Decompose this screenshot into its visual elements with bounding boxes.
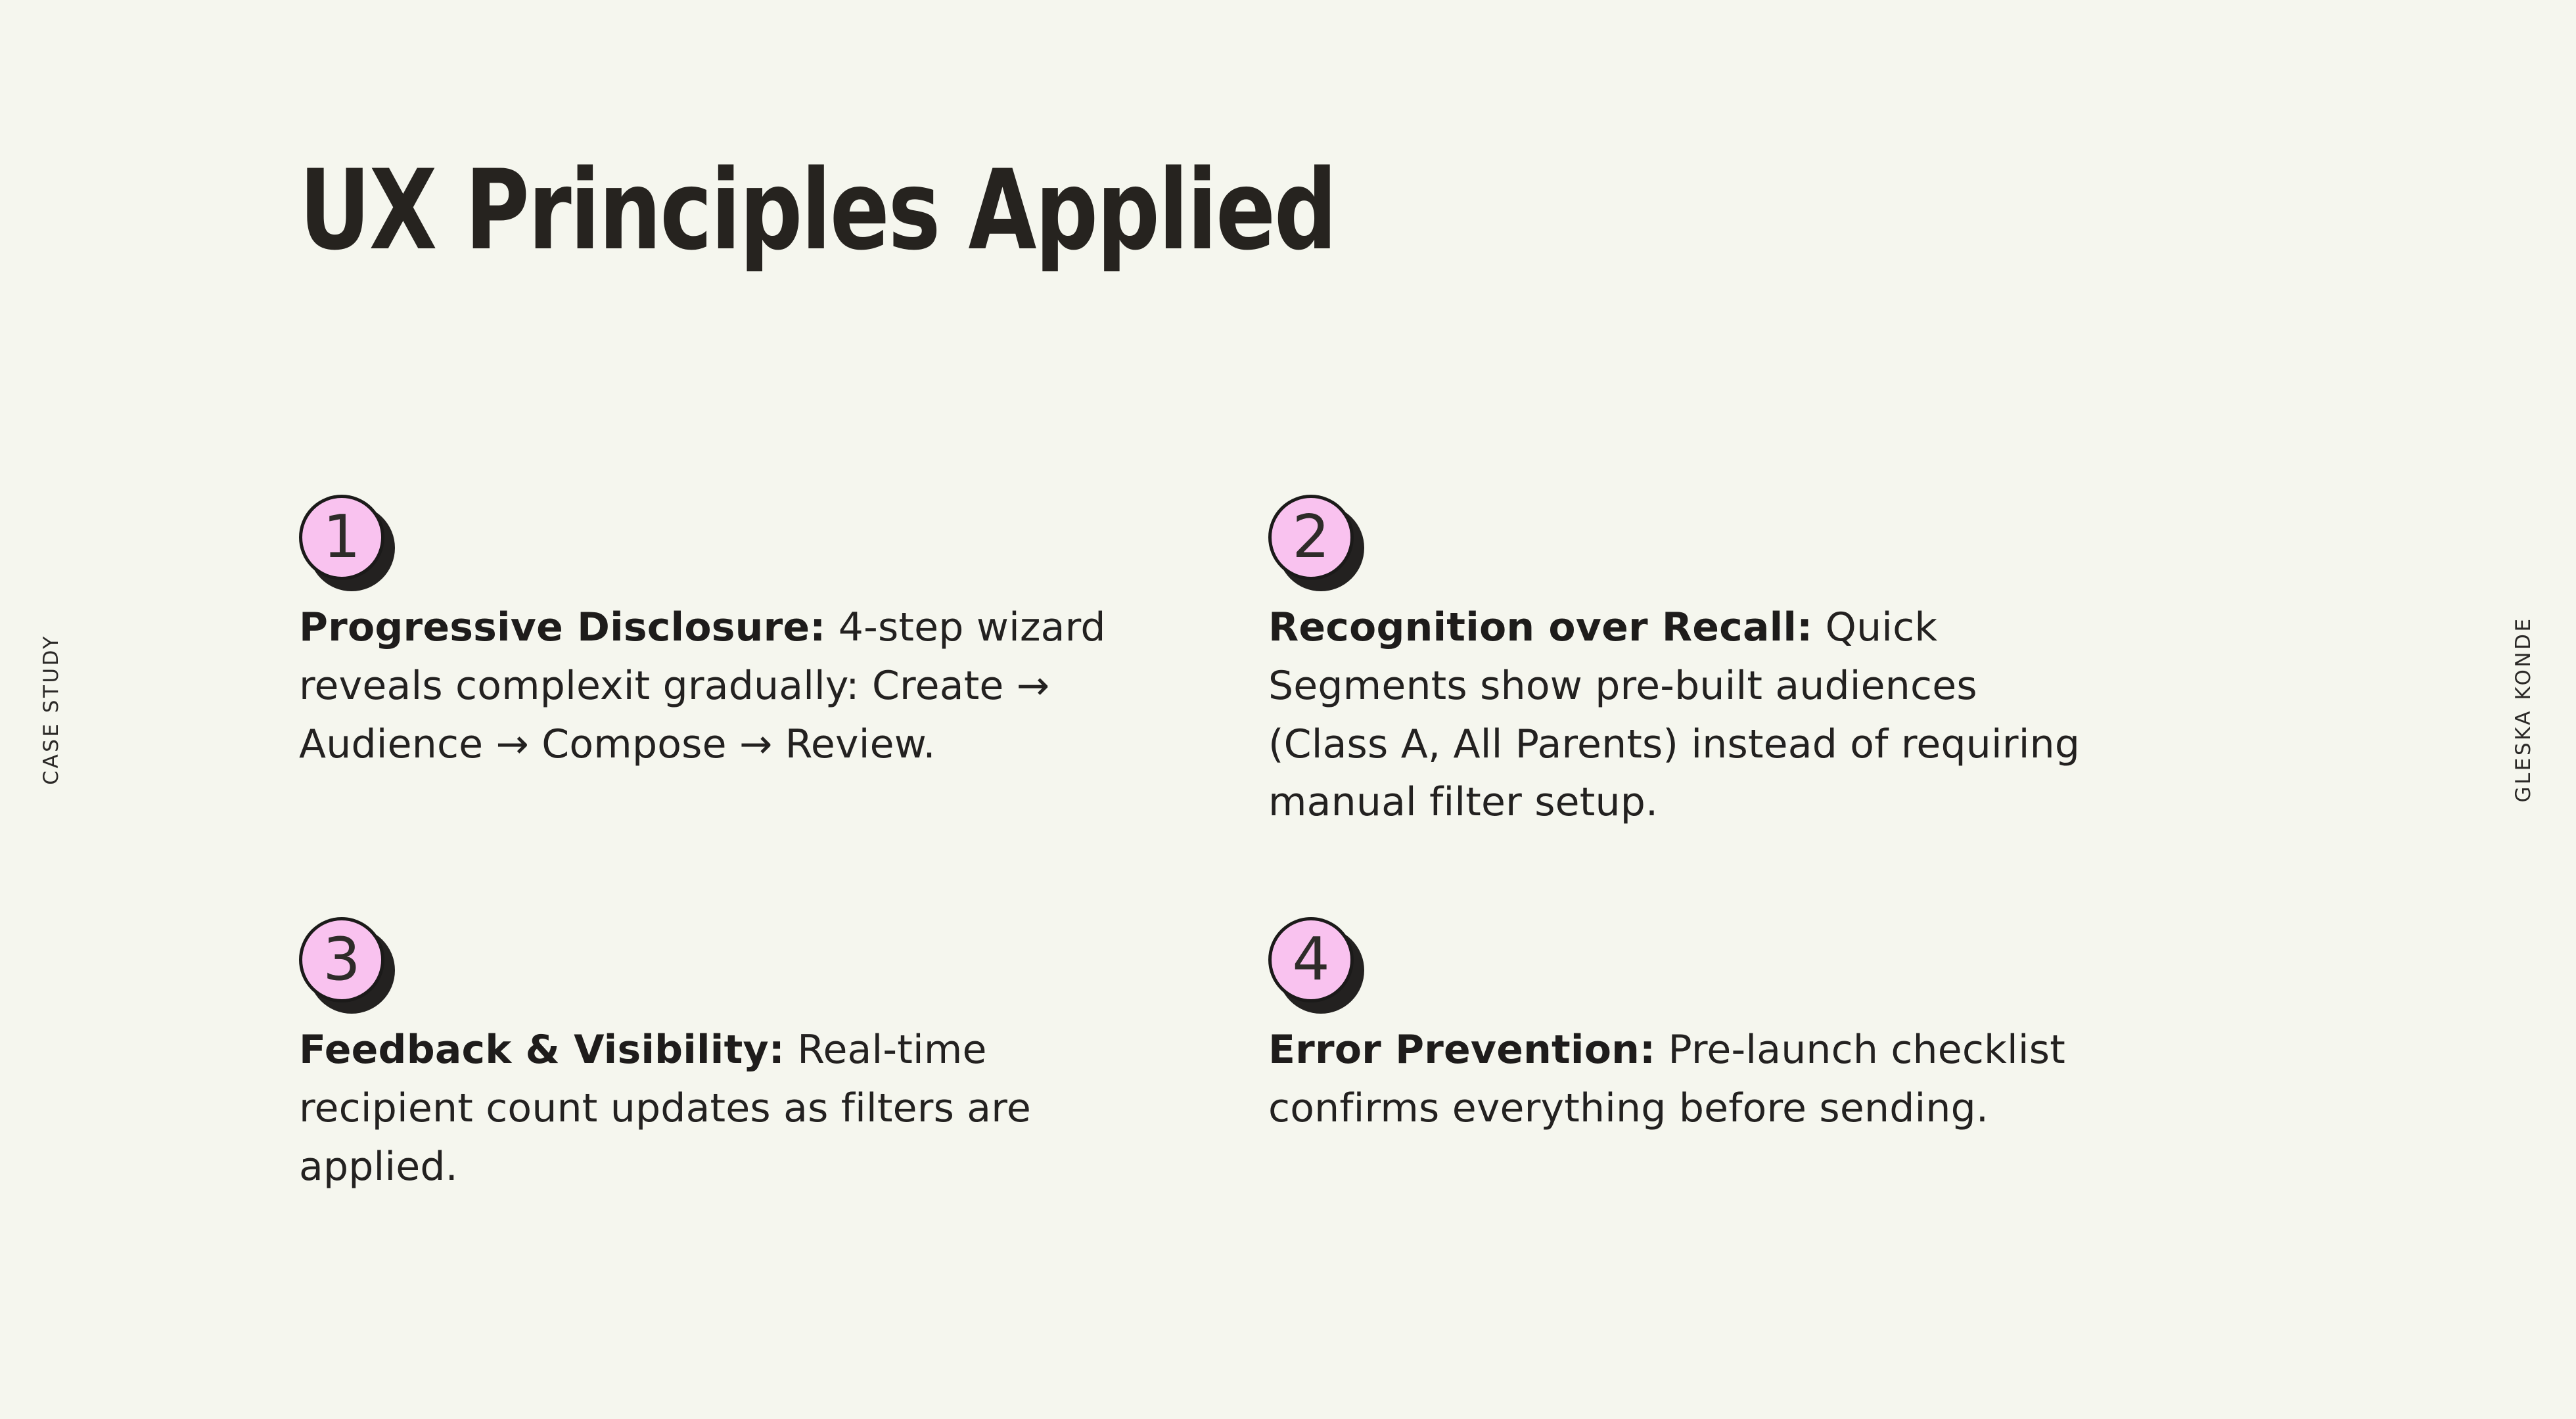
principle-number-badge-4 [1268,917,1354,1002]
principle-label-4: Error Prevention: [1268,1027,1656,1073]
principle-item-1 [299,495,1120,832]
author-side-label: GLESKA KONDE [2512,616,2535,803]
principle-item-4 [1268,917,2090,1196]
principles-grid [299,495,2090,1196]
principle-text-2 [1268,598,2090,832]
page-title: UX Principles Applied [299,146,1336,275]
principle-description-3: Real-time recipient count updates as filters are applied. [299,1027,1031,1190]
principle-label-1: Progressive Disclosure: [299,604,826,650]
principle-label-3: Feedback & Visibility: [299,1027,785,1073]
principle-text-1 [299,598,1120,773]
principle-description-1: 4-step wizard reveals complexit gradually: Create → Audience → Compose → Review. [299,604,1106,767]
principle-description-2: Quick Segments show pre-built audiences (Class A, All Parents) instead of requiring manual filter setup. [1268,604,2081,826]
case-study-side-label: CASE STUDY [39,634,63,785]
principle-text-3 [299,1021,1120,1196]
principle-number-badge-1 [299,495,384,580]
principle-label-2: Recognition over Recall: [1268,604,1813,650]
principle-item-3 [299,917,1120,1196]
principle-item-2 [1268,495,2090,832]
principle-number-4: 4 [1292,925,1330,995]
principle-number-2: 2 [1292,503,1330,572]
principle-number-1: 1 [323,503,361,572]
principle-text-4 [1268,1021,2090,1138]
principle-description-4: Pre-launch checklist confirms everything before sending. [1268,1027,2065,1131]
principle-number-badge-3 [299,917,384,1002]
principle-number-3: 3 [323,925,361,995]
principle-number-badge-2 [1268,495,1354,580]
